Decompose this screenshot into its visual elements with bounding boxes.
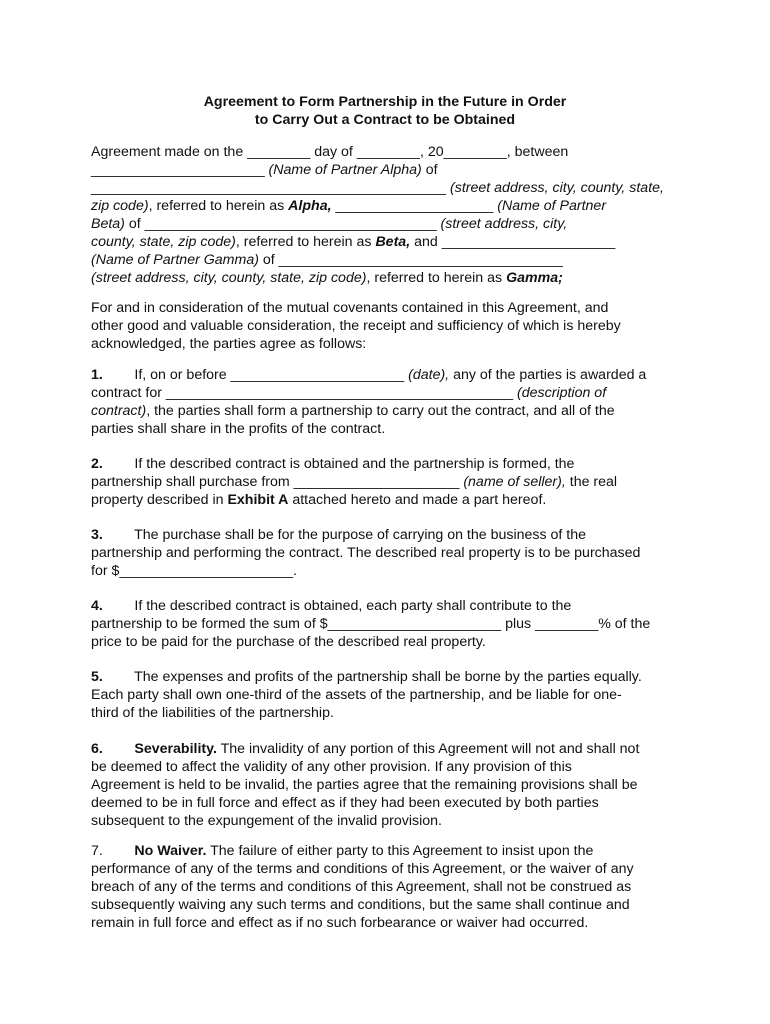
text-run: The expenses and profits of the partnership shall be borne by the parties equally. xyxy=(102,669,642,685)
text-line xyxy=(91,812,442,830)
text-run: Severability. xyxy=(134,741,217,757)
text-run: contract) xyxy=(91,403,147,419)
text-run xyxy=(103,741,135,757)
text-run: subsequently waiving any such terms and conditions, but the same shall continue and xyxy=(91,897,630,913)
text-line xyxy=(91,317,621,335)
text-run: of ____________________________________ xyxy=(258,252,563,268)
text-run: Gamma; xyxy=(506,270,563,286)
text-run: of _____________________________________ xyxy=(124,216,441,232)
text-run: price to be paid for the purchase of the described real property. xyxy=(91,634,486,650)
text-line xyxy=(91,269,563,287)
text-line xyxy=(91,366,646,384)
text-line xyxy=(91,544,640,562)
text-line xyxy=(91,526,586,544)
text-line xyxy=(91,842,593,860)
text-run: Alpha, xyxy=(288,198,332,214)
text-run: If the described contract is obtained, each party shall contribute to the xyxy=(102,598,572,614)
text-line xyxy=(91,233,615,251)
text-run: , referred to herein as xyxy=(366,270,507,286)
text-line xyxy=(91,914,588,932)
text-run: (Name of Partner Gamma) xyxy=(91,252,259,268)
text-run: ____________________ xyxy=(331,198,498,214)
text-line xyxy=(91,161,438,179)
text-run: partnership shall purchase from _____________________ xyxy=(91,474,464,490)
text-run: parties shall share in the profits of the contract. xyxy=(91,421,386,437)
text-run: (Name of Partner Alpha) xyxy=(268,162,422,178)
text-run: Agreement is held to be invalid, the parties agree that the remaining provisions shall be xyxy=(91,777,638,793)
text-run: attached hereto and made a part hereof. xyxy=(288,492,547,508)
text-run: other good and valuable consideration, the receipt and sufficiency of which is hereby xyxy=(91,318,621,334)
text-run: zip code) xyxy=(91,198,149,214)
text-run: contract for ____________________________________________ xyxy=(91,385,518,401)
text-run: , referred to herein as xyxy=(235,234,376,250)
text-line xyxy=(91,597,571,615)
text-run: of xyxy=(421,162,438,178)
text-run: performance of any of the terms and conditions of this Agreement, or the waiver of any xyxy=(91,861,634,877)
text-run: Agreement made on the ________ day of ________, 20________, between xyxy=(91,144,569,160)
text-line xyxy=(91,384,606,402)
text-run: any of the parties is awarded a xyxy=(449,367,647,383)
document-title-line-1: Agreement to Form Partnership in the Future in Order xyxy=(203,94,567,110)
text-run: , referred to herein as xyxy=(148,198,289,214)
text-run: deemed to be in full force and effect as if they had been executed by both parties xyxy=(91,795,599,811)
text-line xyxy=(91,794,599,812)
text-run: If, on or before ______________________ xyxy=(102,367,409,383)
text-run: The failure of either party to this Agreement to insist upon the xyxy=(206,843,594,859)
text-run: partnership and performing the contract. The described real property is to be purchased xyxy=(91,545,641,561)
text-run xyxy=(103,843,135,859)
text-line xyxy=(91,251,563,269)
text-run: ______________________ xyxy=(91,162,269,178)
text-run: (street address, city, county, state, zip code) xyxy=(91,270,367,286)
text-run: (street address, city, xyxy=(440,216,568,232)
text-run: _____________________________________________ xyxy=(91,180,451,196)
text-run: 5. xyxy=(91,669,103,685)
text-run: be deemed to affect the validity of any other provision. If any provision of this xyxy=(91,759,572,775)
text-run: 4. xyxy=(91,598,103,614)
text-run: 2. xyxy=(91,456,103,472)
text-run: Beta, xyxy=(375,234,411,250)
text-run: third of the liabilities of the partnership. xyxy=(91,705,334,721)
text-run: county, state, zip code) xyxy=(91,234,236,250)
text-run: 1. xyxy=(91,367,103,383)
text-run: property described in xyxy=(91,492,228,508)
text-run: the real xyxy=(565,474,618,490)
text-run: If the described contract is obtained and the partnership is formed, the xyxy=(102,456,575,472)
text-line xyxy=(91,776,638,794)
text-run: 3. xyxy=(91,527,103,543)
text-run: Each party shall own one-third of the assets of the partnership, and be liable for one- xyxy=(91,687,622,703)
text-run: (description of xyxy=(517,385,607,401)
text-run: breach of any of the terms and conditions of this Agreement, shall not be construed as xyxy=(91,879,632,895)
text-line xyxy=(91,473,617,491)
text-line xyxy=(91,615,650,633)
text-line xyxy=(91,215,567,233)
text-run: for $______________________. xyxy=(91,563,297,579)
text-line xyxy=(91,299,608,317)
text-line xyxy=(91,491,546,509)
text-line xyxy=(91,143,568,161)
text-run: For and in consideration of the mutual covenants contained in this Agreement, and xyxy=(91,300,609,316)
text-line xyxy=(91,878,631,896)
text-line xyxy=(91,633,486,651)
text-run: acknowledged, the parties agree as follows: xyxy=(91,336,367,352)
text-run: partnership to be formed the sum of $______________________ plus ________% of the xyxy=(91,616,651,632)
text-line xyxy=(91,402,615,420)
text-line xyxy=(91,335,366,353)
text-line xyxy=(91,562,297,580)
text-run: (name of seller), xyxy=(463,474,566,490)
text-run: subsequent to the expungement of the invalid provision. xyxy=(91,813,442,829)
text-run: The purchase shall be for the purpose of carrying on the business of the xyxy=(102,527,587,543)
text-run: , the parties shall form a partnership to carry out the contract, and all of the xyxy=(146,403,615,419)
text-run: Exhibit A xyxy=(227,492,289,508)
text-run: (date), xyxy=(408,367,450,383)
text-line xyxy=(91,420,385,438)
text-run: Beta) xyxy=(91,216,125,232)
text-run: (Name of Partner xyxy=(497,198,607,214)
text-run: The invalidity of any portion of this Agreement will not and shall not xyxy=(216,741,640,757)
text-run: 7. xyxy=(91,843,103,859)
text-line xyxy=(91,686,622,704)
text-line xyxy=(91,896,630,914)
text-run: and ______________________ xyxy=(410,234,616,250)
text-line xyxy=(91,668,642,686)
document-title-line-2: to Carry Out a Contract to be Obtained xyxy=(254,112,516,128)
text-line xyxy=(91,860,634,878)
text-line xyxy=(91,740,639,758)
text-line xyxy=(91,179,664,197)
text-line xyxy=(91,704,334,722)
text-run: (street address, city, county, state, xyxy=(450,180,664,196)
text-line xyxy=(91,758,572,776)
text-run: remain in full force and effect as if no such forbearance or waiver had occurred. xyxy=(91,915,589,931)
text-line xyxy=(91,197,606,215)
text-line xyxy=(91,455,574,473)
text-run: No Waiver. xyxy=(134,843,207,859)
text-run: 6. xyxy=(91,741,103,757)
